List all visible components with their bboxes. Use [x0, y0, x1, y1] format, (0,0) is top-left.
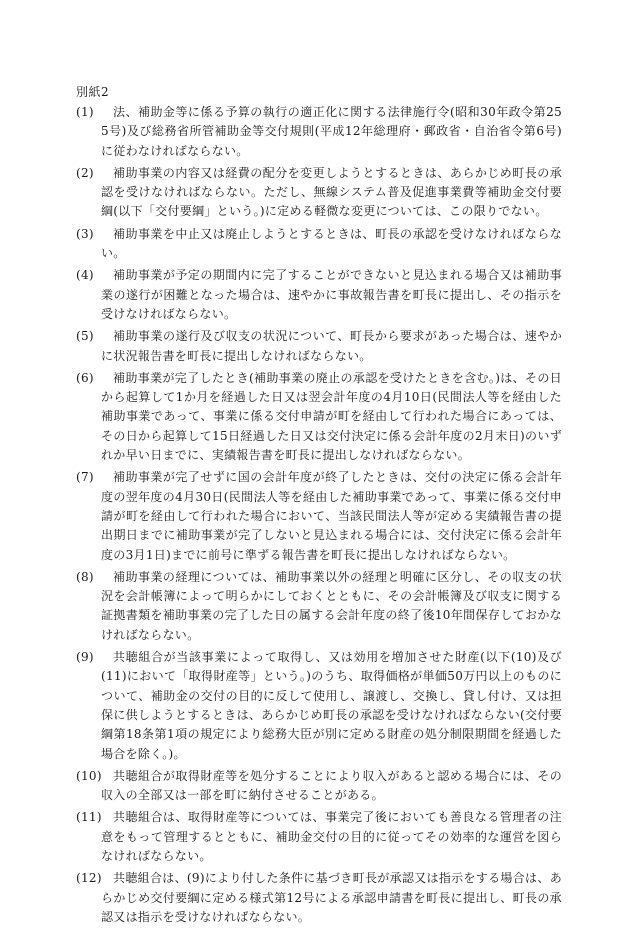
- list-item: [76, 648, 562, 764]
- list-item: [76, 164, 562, 222]
- item-text: 共聴組合が当該事業によって取得し、又は効用を増加させた財産(以下(10)及び(11)において「取得財産等」という。)のうち、取得価格が単価50万円以上のものについて、補助金の交付の目的に反して使用し、譲渡し、交換し、貸し付け、又は担保に供しようとするときは、あらかじめ町長の承認を受けなければならない(交付要綱第18条第1項の規定により総務大臣が別に定める財産の処分制限期間を経過した場合を除く。)。: [101, 650, 562, 761]
- item-text: 補助事業が予定の期間内に完了することができないと見込まれる場合又は補助事業の遂行が困難となった場合は、速やかに事故報告書を町長に提出し、その指示を受けなければならない。: [101, 268, 562, 321]
- item-text: 法、補助金等に係る予算の執行の適正化に関する法律施行令(昭和30年政令第255号)及び総務省所管補助金等交付規則(平成12年総理府・郵政省・自治省令第6号)に従わなければならない。: [101, 105, 562, 158]
- list-item: [76, 767, 562, 806]
- item-text: 共聴組合は、(9)により付した条件に基づき町長が承認又は指示をする場合は、あらかじめ交付要綱に定める様式第12号による承認申請書を町長に提出し、町長の承認又は指示を受けなければならない。: [101, 871, 562, 924]
- list-item: [76, 808, 562, 866]
- item-number: (5): [76, 329, 94, 344]
- item-text: 補助事業の遂行及び収支の状況について、町長から要求があった場合は、速やかに状況報告書を町長に提出しなければならない。: [101, 329, 562, 363]
- list-item: [76, 225, 562, 264]
- item-number: (10): [76, 768, 102, 783]
- list-item: [76, 327, 562, 366]
- item-number: (1): [76, 105, 94, 119]
- item-text: 補助事業が完了せずに国の会計年度が終了したときは、交付の決定に係る会計年度の翌年度の4月30日(民間法人等を経由した補助事業であって、事業に係る交付申請が町を経由して行われた場合において、当該民間法人等が定める実績報告書の提出期日までに補助事業が完了しないと見込まれる場合には、交付決定に係る会計年度の3月1日)までに前号に準ずる報告書を町長に提出しなければならない。: [101, 470, 562, 562]
- item-number: (6): [76, 370, 94, 385]
- item-text: 補助事業が完了したとき(補助事業の廃止の承認を受けたときを含む。)は、その日から起算して1か月を経過した日又は翌会計年度の4月10日(民間法人等を経由した補助事業であって、事業に係る交付申請が町を経由して行われた場合にあっては、その日から起算して15日経過した日又は交付決定に係る会計年度の2月末日)のいずれか早い日までに、実績報告書を町長に提出しなければならない。: [101, 370, 562, 463]
- list-item: [76, 468, 562, 564]
- item-number: (4): [76, 268, 94, 283]
- item-number: (3): [76, 226, 94, 241]
- item-text: 補助事業の内容又は経費の配分を変更しようとするときは、あらかじめ町長の承認を受けなければならない。ただし、無線システム普及促進事業費等補助金交付要綱(以下「交付要綱」という。)に定める軽微な変更については、この限りでない。: [101, 165, 562, 219]
- item-number: (2): [76, 165, 94, 180]
- list-item: [76, 869, 562, 927]
- item-number: (11): [76, 810, 102, 825]
- item-text: 補助事業を中止又は廃止しようとするときは、町長の承認を受けなければならない。: [101, 226, 562, 261]
- item-text: 共聴組合が取得財産等を処分することにより収入があると認める場合には、その収入の全部又は一部を町に納付させることがある。: [101, 768, 562, 803]
- item-number: (12): [76, 871, 102, 886]
- list-item: [76, 266, 562, 324]
- list-item: [76, 369, 562, 465]
- list-item: [76, 103, 562, 161]
- conditions-list: [76, 103, 562, 927]
- item-number: (9): [76, 650, 94, 665]
- item-number: (7): [76, 470, 94, 485]
- document-body: [76, 83, 562, 930]
- item-text: 共聴組合は、取得財産等については、事業完了後においても善良なる管理者の注意をもって管理するとともに、補助金交付の目的に従ってその効率的な運営を図らなければならない。: [101, 810, 562, 863]
- list-item: [76, 568, 562, 645]
- item-text: 補助事業の経理については、補助事業以外の経理と明確に区分し、その収支の状況を会計帳簿によって明らかにしておくとともに、その会計帳簿及び収支に関する証拠書類を補助事業の完了した日の属する会計年度の終了後10年間保存しておかなければならない。: [101, 569, 562, 642]
- item-number: (8): [76, 569, 94, 584]
- attachment-heading: 別紙2: [76, 85, 110, 99]
